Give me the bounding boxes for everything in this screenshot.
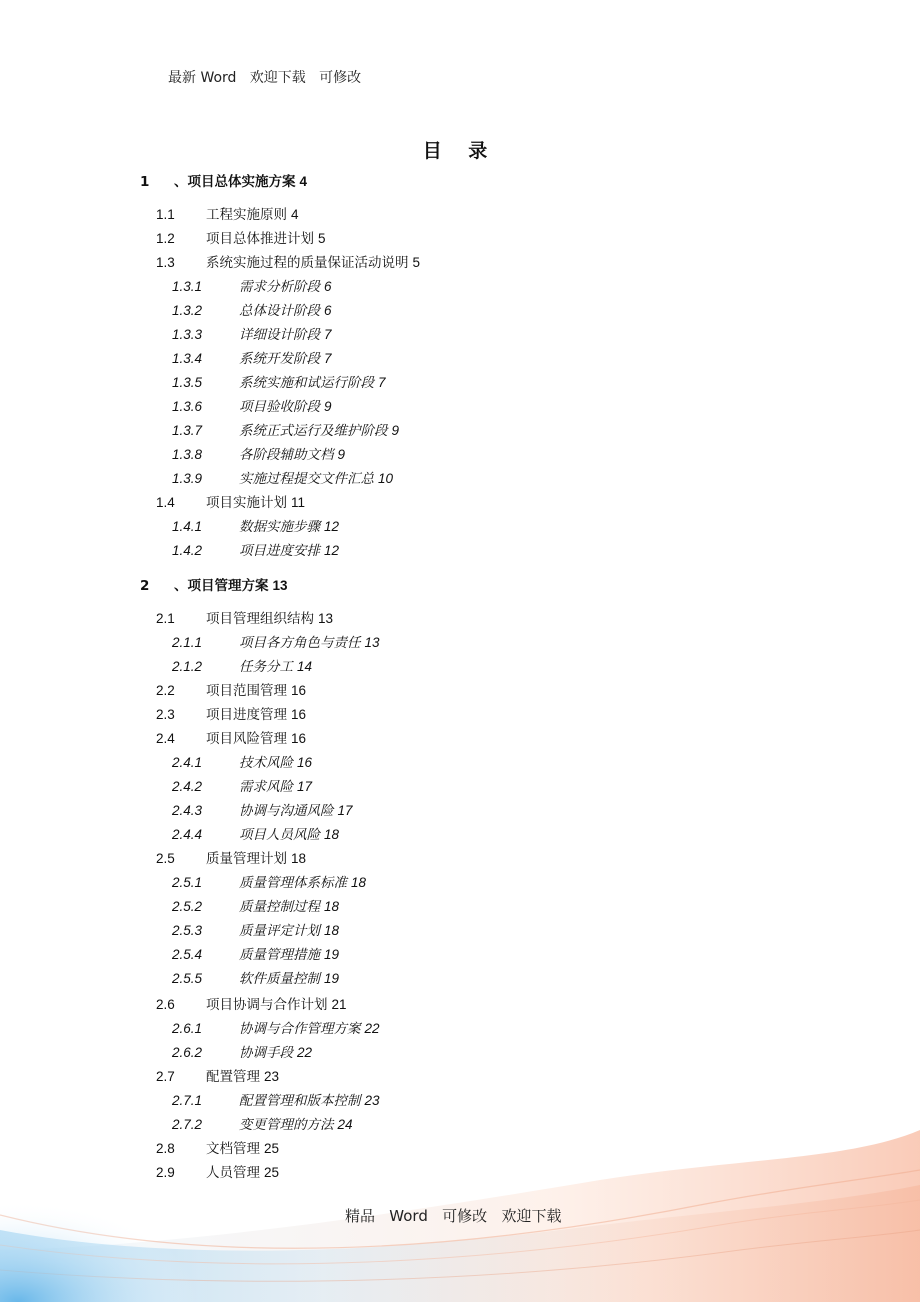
- toc-entry-label: 实施过程提交文件汇总: [239, 471, 374, 487]
- toc-entry-number: 2.9: [156, 1165, 175, 1180]
- toc-entry-page: 6: [324, 279, 332, 294]
- toc-entry-number: 1.2: [156, 231, 175, 246]
- toc-entry-number: 1: [140, 174, 150, 190]
- toc-entry-page: 10: [378, 471, 394, 486]
- toc-entry-label: 技术风险: [239, 755, 293, 771]
- toc-entry-page: 22: [297, 1045, 313, 1060]
- toc-entry-label: 协调与合作管理方案: [239, 1021, 361, 1037]
- toc-entry-page: 17: [297, 779, 313, 794]
- toc-entry-page: 9: [391, 423, 400, 438]
- toc-entry-number: 2.4.3: [172, 803, 203, 818]
- toc-entry-number: 2.6.1: [172, 1021, 203, 1036]
- toc-entry-page: 5: [412, 255, 421, 270]
- toc-entry-number: 2.5.4: [172, 947, 203, 962]
- toc-entry-label: 项目总体推进计划: [206, 231, 314, 247]
- toc-entry-page: 25: [264, 1165, 280, 1180]
- toc-entry-number: 1.3.4: [172, 351, 203, 366]
- toc-entry-page: 21: [331, 997, 347, 1012]
- toc-entry-number: 2.5.5: [172, 971, 203, 986]
- toc-entry-number: 2.1: [156, 611, 175, 626]
- toc-entry-label: 各阶段辅助文档: [239, 447, 334, 463]
- toc-entry-page: 12: [324, 519, 340, 534]
- toc-entry-number: 1.3.8: [172, 447, 203, 462]
- toc-entry-page: 17: [337, 803, 353, 818]
- toc-entry-number: 2.1.1: [172, 635, 203, 650]
- toc-entry-label: 协调手段: [239, 1045, 293, 1061]
- toc-entry-page: 5: [318, 231, 326, 246]
- toc-entry-label: 配置管理和版本控制: [239, 1093, 361, 1109]
- toc-entry-page: 7: [324, 327, 332, 342]
- toc-entry-number: 2.5.1: [172, 875, 203, 890]
- toc-entry-number: 2.4: [156, 731, 175, 746]
- toc-entry-label: 配置管理: [206, 1069, 260, 1085]
- page-header: 最新 Word 欢迎下载 可修改: [168, 70, 362, 86]
- toc-entry-number: 1.3.9: [172, 471, 203, 486]
- toc-entry-label: 需求分析阶段: [239, 279, 320, 295]
- toc-entry-number: 2.7: [156, 1069, 175, 1084]
- toc-entry-number: 2.6.2: [172, 1045, 203, 1060]
- toc-entry-label: 需求风险: [239, 779, 293, 795]
- toc-entry-number: 2.8: [156, 1141, 175, 1156]
- toc-entry-label: 总体设计阶段: [239, 303, 320, 319]
- toc-entry-label: 项目实施计划: [206, 495, 287, 511]
- toc-entry-label: 项目人员风险: [239, 827, 320, 843]
- toc-entry-number: 2.7.1: [172, 1093, 203, 1108]
- toc-entry-page: 4: [291, 207, 299, 222]
- toc-entry-label: 质量管理计划: [206, 851, 287, 867]
- toc-entry-label: 、项目总体实施方案: [174, 174, 296, 190]
- toc-entry-page: 19: [324, 947, 340, 962]
- toc-entry-page: 18: [324, 923, 340, 938]
- toc-entry-page: 11: [291, 495, 306, 510]
- toc-entry-number: 2.6: [156, 997, 175, 1012]
- toc-entry-page: 16: [291, 731, 307, 746]
- toc-entry-label: 协调与沟通风险: [239, 803, 334, 819]
- toc-entry-label: 变更管理的方法: [239, 1117, 334, 1133]
- toc-entry-page: 7: [324, 351, 332, 366]
- toc-entry-page: 24: [337, 1117, 353, 1132]
- toc-entry-label: 系统实施和试运行阶段: [239, 375, 374, 391]
- page-footer: 精品 Word 可修改 欢迎下载: [345, 1207, 562, 1225]
- toc-entry-number: 1.3.6: [172, 399, 203, 414]
- toc-entry-number: 1.3.1: [172, 279, 203, 294]
- toc-entry-label: 软件质量控制: [239, 971, 320, 987]
- toc-entry-page: 14: [297, 659, 313, 674]
- toc-entry-page: 13: [364, 635, 380, 650]
- toc-entry-number: 1.3.5: [172, 375, 203, 390]
- toc-entry-number: 2: [140, 578, 150, 594]
- toc-entry-page: 25: [264, 1141, 280, 1156]
- toc-entry-page: 13: [272, 578, 288, 593]
- toc-entry-page: 16: [297, 755, 313, 770]
- toc-entry-number: 2.3: [156, 707, 175, 722]
- toc-entry-number: 1.3.2: [172, 303, 203, 318]
- toc-entry-number: 2.1.2: [172, 659, 203, 674]
- toc-entry-label: 数据实施步骤: [239, 519, 320, 535]
- toc-entry-page: 23: [364, 1093, 380, 1108]
- toc-entry-label: 项目各方角色与责任: [239, 635, 361, 651]
- toc-entry-page: 12: [324, 543, 340, 558]
- toc-entry-label: 系统实施过程的质量保证活动说明: [206, 255, 409, 271]
- toc-entry-label: 详细设计阶段: [239, 327, 320, 343]
- toc-entry-label: 系统正式运行及维护阶段: [239, 423, 388, 439]
- toc-entry-page: 16: [291, 683, 307, 698]
- toc-entry-page: 9: [337, 447, 346, 462]
- toc-entry-number: 1.4: [156, 495, 175, 510]
- toc-entry-page: 23: [264, 1069, 280, 1084]
- toc-entry-label: 项目协调与合作计划: [206, 997, 328, 1013]
- toc-entry-number: 2.7.2: [172, 1117, 203, 1132]
- toc-entry-page: 16: [291, 707, 307, 722]
- toc-entry-number: 1.3.3: [172, 327, 203, 342]
- toc-entry-label: 项目进度安排: [239, 543, 320, 559]
- toc-entry-label: 项目范围管理: [206, 683, 287, 699]
- toc-entry-number: 2.2: [156, 683, 175, 698]
- toc-entry-page: 19: [324, 971, 340, 986]
- toc-entry-number: 1.3: [156, 255, 175, 270]
- toc-entry-label: 工程实施原则: [206, 207, 287, 223]
- toc-entry-number: 2.5: [156, 851, 175, 866]
- toc-entry-label: 项目验收阶段: [239, 399, 320, 415]
- toc-entry-label: 、项目管理方案: [174, 578, 269, 594]
- toc-entry-label: 质量控制过程: [239, 899, 320, 915]
- toc-entry-label: 文档管理: [206, 1141, 260, 1157]
- toc-entry-page: 9: [324, 399, 332, 414]
- toc-entry-number: 1.3.7: [172, 423, 203, 438]
- toc-entry-label: 质量管理体系标准: [239, 875, 347, 891]
- toc-entry-page: 18: [291, 851, 307, 866]
- toc-entry-number: 2.4.2: [172, 779, 203, 794]
- toc-entry-number: 1.4.2: [172, 543, 203, 558]
- toc-entry-page: 7: [378, 375, 386, 390]
- toc-entry-page: 13: [318, 611, 334, 626]
- toc-entry-page: 22: [364, 1021, 380, 1036]
- toc-entry-page: 18: [324, 827, 340, 842]
- toc-entry-number: 2.4.1: [172, 755, 203, 770]
- toc-entry-number: 2.4.4: [172, 827, 203, 842]
- toc-entry-page: 6: [324, 303, 332, 318]
- toc-entry-label: 项目管理组织结构: [206, 611, 314, 627]
- toc-entry-label: 人员管理: [206, 1165, 260, 1181]
- toc-entry-label: 系统开发阶段: [239, 351, 320, 367]
- toc-title: 目 录: [422, 140, 498, 162]
- toc-entry-label: 项目风险管理: [206, 731, 287, 747]
- toc-entry-number: 2.5.2: [172, 899, 203, 914]
- toc-entry-page: 18: [324, 899, 340, 914]
- toc-entry-label: 任务分工: [239, 659, 293, 675]
- toc-entry-page: 4: [299, 174, 308, 189]
- toc-entry-label: 质量管理措施: [239, 947, 320, 963]
- toc-entry-number: 1.1: [156, 207, 175, 222]
- toc-entry-label: 质量评定计划: [239, 923, 320, 939]
- toc-entry-label: 项目进度管理: [206, 707, 287, 723]
- toc-entry-number: 2.5.3: [172, 923, 203, 938]
- toc-entry-number: 1.4.1: [172, 519, 203, 534]
- toc-entry-page: 18: [351, 875, 367, 890]
